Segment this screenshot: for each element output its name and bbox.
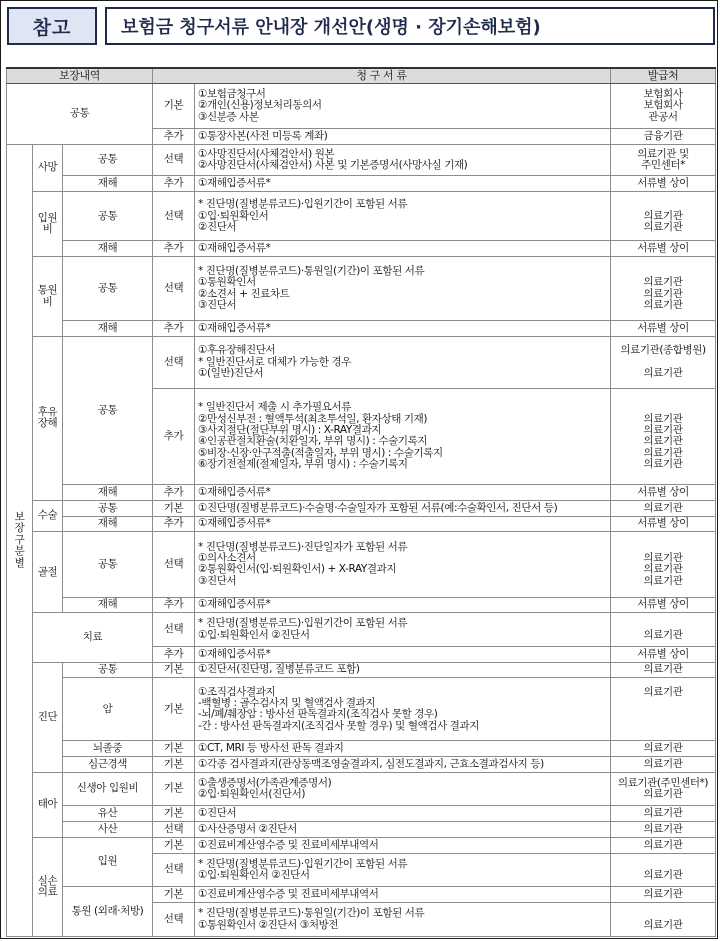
issuer-line: 의료기관(종합병원) xyxy=(620,344,706,357)
doc-line: ③진단서 xyxy=(198,574,237,587)
indemnity-outpatient-label: 통원 (외래·처방) xyxy=(63,887,153,937)
issuer-line xyxy=(614,199,712,210)
surgery-accident-label: 재해 xyxy=(63,516,153,532)
doc-list xyxy=(195,84,611,129)
indemnity-label: 실손의료 xyxy=(33,837,63,936)
doc-line: ③진단서 xyxy=(198,299,237,312)
doc-type: 선택 xyxy=(153,613,195,647)
doc-line: * 진단명(질병분류코드)·입원기간이 포함된 서류 xyxy=(198,857,408,870)
doc-line: -뇌/폐/췌장암 : 방사선 판독결과지(조직검사 못할 경우) xyxy=(198,708,438,721)
outpatient-common-label: 공통 xyxy=(63,257,153,321)
diagnosis-label: 진단 xyxy=(33,662,63,772)
fracture-accident-label: 재해 xyxy=(63,597,153,613)
disability-label: 후유장해 xyxy=(33,336,63,500)
issuer-line: 의료기관 xyxy=(643,757,683,770)
doc-list xyxy=(195,176,611,192)
doc-list xyxy=(195,887,611,903)
doc-type: 선택 xyxy=(153,192,195,241)
doc-line: * 진단명(질병분류코드)·통원일(기간)이 포함된 서류 xyxy=(198,264,425,277)
doc-line: * 진단명(질병분류코드)·진단일자가 포함된 서류 xyxy=(198,540,408,553)
diagnosis-common-label: 공통 xyxy=(63,662,153,678)
doc-list xyxy=(195,822,611,838)
issuer-list xyxy=(611,192,716,241)
issuer-line: 의료기관 xyxy=(643,741,683,754)
doc-line: ①후유장해진단서 xyxy=(198,344,276,357)
issuer-list xyxy=(611,321,716,337)
outpatient-label: 통원비 xyxy=(33,257,63,337)
fetus-label: 태아 xyxy=(33,772,63,837)
doc-line: ②사망진단서(사체검안서) 사본 및 기본증명서(사망사실 기재) xyxy=(198,159,468,172)
doc-line: * 진단명(질병분류코드)·입원기간이 포함된 서류 xyxy=(198,617,408,630)
doc-line: ①(일반)진단서 xyxy=(198,366,264,379)
issuer-list xyxy=(611,597,716,613)
issuer-line: 의료기관 xyxy=(643,552,683,565)
issuer-list xyxy=(611,646,716,662)
doc-line: ②통원확인서(입·퇴원확인서) + X-RAY결과지 xyxy=(198,563,397,576)
issuer-list xyxy=(611,176,716,192)
death-label: 사망 xyxy=(33,144,63,191)
doc-type: 추가 xyxy=(153,388,195,485)
issuer-list xyxy=(611,84,716,129)
doc-line: ①진료비계산영수증 및 진료비세부내역서 xyxy=(198,838,379,851)
issuer-list xyxy=(611,336,716,388)
doc-type: 선택 xyxy=(153,532,195,597)
doc-list xyxy=(195,741,611,757)
doc-type: 기본 xyxy=(153,887,195,903)
doc-list xyxy=(195,532,611,597)
doc-line: ②입·퇴원확인서(진단서) xyxy=(198,788,306,801)
issuer-list xyxy=(611,772,716,806)
issuer-list xyxy=(611,257,716,321)
issuer-line: 의료기관 xyxy=(643,366,683,379)
diagnosis-stroke-label: 뇌졸중 xyxy=(63,741,153,757)
disability-accident-label: 재해 xyxy=(63,485,153,501)
issuer-line: 의료기관 xyxy=(643,299,683,312)
doc-list xyxy=(195,388,611,485)
doc-type: 추가 xyxy=(153,485,195,501)
doc-type: 추가 xyxy=(153,241,195,257)
doc-list xyxy=(195,806,611,822)
doc-line: ①CT, MRI 등 방사선 판독 결과지 xyxy=(198,741,344,754)
issuer-line: 서류별 상이 xyxy=(637,647,689,660)
issuer-line: 의료기관 xyxy=(643,574,683,587)
doc-list xyxy=(195,853,611,887)
doc-line: * 일반진단서로 대체가 가능한 경우 xyxy=(198,355,352,368)
issuer-line: 서류별 상이 xyxy=(637,485,689,498)
issuer-line: 의료기관 xyxy=(643,412,683,425)
outpatient-accident-label: 재해 xyxy=(63,321,153,337)
doc-type: 기본 xyxy=(153,772,195,806)
doc-list xyxy=(195,192,611,241)
doc-line: ①입·퇴원확인서 ②진단서 xyxy=(198,868,310,881)
issuer-list xyxy=(611,678,716,741)
claim-documents-table xyxy=(6,67,715,937)
col-coverage: 보장내역 xyxy=(7,68,153,84)
issuer-line: 의료기관 xyxy=(643,446,683,459)
doc-type: 추가 xyxy=(153,129,195,145)
doc-line: ①재해입증서류* xyxy=(198,242,271,255)
hospital-common-label: 공통 xyxy=(63,192,153,241)
issuer-line xyxy=(614,402,712,413)
issuer-list xyxy=(611,388,716,485)
issuer-line: 의료기관 xyxy=(643,807,683,820)
doc-line: ①진단서 xyxy=(198,807,237,820)
issuer-line: 서류별 상이 xyxy=(637,598,689,611)
issuer-list xyxy=(611,757,716,773)
issuer-line: 의료기관 xyxy=(643,663,683,676)
issuer-line: 의료기관 xyxy=(643,458,683,471)
treatment-label: 치료 xyxy=(33,613,153,662)
doc-type: 추가 xyxy=(153,321,195,337)
issuer-list xyxy=(611,822,716,838)
doc-line: ①사산증명서 ②진단서 xyxy=(198,822,297,835)
diagnosis-mi-label: 심근경색 xyxy=(63,757,153,773)
issuer-list xyxy=(611,853,716,887)
issuer-line xyxy=(614,721,712,732)
issuer-list xyxy=(611,500,716,516)
doc-type: 기본 xyxy=(153,84,195,129)
doc-line: * 진단명(질병분류코드)·통원일(기간)이 포함된 서류 xyxy=(198,907,425,920)
by-coverage-label: 보장구분별 xyxy=(7,144,33,936)
issuer-line xyxy=(614,908,712,919)
doc-list xyxy=(195,662,611,678)
doc-line: ①사망진단서(사체검안서) 원본 xyxy=(198,147,335,160)
doc-type: 선택 xyxy=(153,257,195,321)
doc-list xyxy=(195,646,611,662)
doc-line: ①재해입증서류* xyxy=(198,598,271,611)
doc-line: ①재해입증서류* xyxy=(198,517,271,530)
issuer-line: 보험회사 xyxy=(643,99,683,112)
doc-line: ①진료비계산영수증 및 진료비세부내역서 xyxy=(198,887,379,900)
doc-type: 기본 xyxy=(153,741,195,757)
doc-line: ③신분증 사본 xyxy=(198,110,259,123)
doc-list xyxy=(195,678,611,741)
issuer-line: 의료기관(주민센터*) xyxy=(617,776,709,789)
doc-line: ②개인(신용)정보처리동의서 xyxy=(198,99,322,112)
doc-type: 추가 xyxy=(153,646,195,662)
doc-line: ④인공관절치환술(치환일자, 부위 명시) : 수술기록지 xyxy=(198,435,428,448)
issuer-list xyxy=(611,837,716,853)
doc-line: ①입·퇴원확인서 xyxy=(198,209,269,222)
doc-line: ⑥장기전절제(절제일자, 부위 명시) : 수술기록지 xyxy=(198,458,408,471)
doc-line: ①통원확인서 xyxy=(198,276,256,289)
issuer-list xyxy=(611,516,716,532)
issuer-list xyxy=(611,485,716,501)
diagnosis-cancer-label: 암 xyxy=(63,678,153,741)
doc-list xyxy=(195,144,611,175)
doc-line: * 일반진단서 제출 시 추가필요서류 xyxy=(198,401,352,414)
issuer-line: 의료기관 xyxy=(643,788,683,801)
doc-list xyxy=(195,516,611,532)
issuer-line: 서류별 상이 xyxy=(637,517,689,530)
issuer-line: 의료기관 xyxy=(643,209,683,222)
doc-line: ①통장사본(사전 미등록 계좌) xyxy=(198,129,328,142)
issuer-line: 의료기관 xyxy=(643,501,683,514)
issuer-line: 의료기관 xyxy=(643,563,683,576)
doc-type: 기본 xyxy=(153,678,195,741)
doc-line: ①진단명(질병분류코드)·수술명·수술일자가 포함된 서류(예:수술확인서, 진단서 등) xyxy=(198,501,558,514)
doc-list xyxy=(195,500,611,516)
doc-list xyxy=(195,597,611,613)
doc-type: 추가 xyxy=(153,516,195,532)
doc-type: 기본 xyxy=(153,500,195,516)
hospital-accident-label: 재해 xyxy=(63,241,153,257)
issuer-line: 의료기관 xyxy=(643,424,683,436)
doc-list xyxy=(195,837,611,853)
reference-tag: 참고 xyxy=(7,7,97,45)
doc-list xyxy=(195,321,611,337)
issuer-list xyxy=(611,887,716,903)
doc-line: ①입·퇴원확인서 ②진단서 xyxy=(198,628,310,641)
doc-list xyxy=(195,772,611,806)
issuer-line xyxy=(614,709,712,720)
doc-type: 추가 xyxy=(153,597,195,613)
issuer-line: 의료기관 xyxy=(643,220,683,233)
doc-line: -간 : 방사선 판독결과지(조직검사 못할 경우) 및 혈액검사 결과지 xyxy=(198,719,479,732)
doc-list xyxy=(195,336,611,388)
issuer-line: 서류별 상이 xyxy=(637,176,689,189)
doc-line: ①의사소견서 xyxy=(198,552,256,565)
issuer-line: 보험회사 xyxy=(643,88,683,101)
doc-line: ③사지절단(절단부위 명시) : X-RAY결과지 xyxy=(198,424,382,436)
fetus-stillbirth-label: 사산 xyxy=(63,822,153,838)
issuer-list xyxy=(611,129,716,145)
issuer-line: 서류별 상이 xyxy=(637,242,689,255)
doc-line: ②만성신부전 : 혈액투석(최초투석일, 환자상태 기재) xyxy=(198,412,428,425)
doc-list xyxy=(195,241,611,257)
issuer-list xyxy=(611,613,716,647)
doc-type: 선택 xyxy=(153,822,195,838)
doc-type: 선택 xyxy=(153,336,195,388)
doc-type: 기본 xyxy=(153,806,195,822)
issuer-list xyxy=(611,144,716,175)
common-label: 공통 xyxy=(7,84,153,145)
fracture-common-label: 공통 xyxy=(63,532,153,597)
doc-type: 기본 xyxy=(153,662,195,678)
surgery-label: 수술 xyxy=(33,500,63,531)
issuer-line: 의료기관 xyxy=(643,838,683,851)
indemnity-inpatient-label: 입원 xyxy=(63,837,153,886)
issuer-list xyxy=(611,903,716,937)
doc-type: 선택 xyxy=(153,903,195,937)
doc-line: ②진단서 xyxy=(198,220,237,233)
doc-line: ①재해입증서류* xyxy=(198,176,271,189)
doc-line: ②소견서 + 진료차트 xyxy=(198,287,290,300)
issuer-line: 의료기관 xyxy=(643,685,683,698)
doc-line: ①재해입증서류* xyxy=(198,647,271,660)
page-title: 보험금 청구서류 안내장 개선안(생명 · 장기손해보험) xyxy=(105,7,715,45)
doc-line: ①각종 검사결과지(관상동맥조영술결과지, 심전도결과지, 근효소결과검사지 등) xyxy=(198,757,544,770)
doc-type: 기본 xyxy=(153,837,195,853)
col-issuer: 발급처 xyxy=(611,68,716,84)
issuer-line: 관공서 xyxy=(648,110,678,123)
doc-line: ①진단서(진단명, 질병분류코드 포함) xyxy=(198,663,360,676)
doc-type: 선택 xyxy=(153,853,195,887)
death-common-label: 공통 xyxy=(63,144,153,175)
issuer-list xyxy=(611,741,716,757)
doc-line: ①조직검사결과지 xyxy=(198,685,276,698)
doc-type: 추가 xyxy=(153,176,195,192)
doc-line: ①재해입증서류* xyxy=(198,485,271,498)
issuer-line: 의료기관 xyxy=(643,822,683,835)
col-docs: 청 구 서 류 xyxy=(153,68,611,84)
issuer-line: 의료기관 xyxy=(643,276,683,289)
doc-line: ⑤비장·신장·안구적출(적출일자, 부위 명시) : 수술기록지 xyxy=(198,446,443,459)
doc-line: -백혈병 : 골수검사지 및 혈액검사 결과지 xyxy=(198,696,376,709)
issuer-line: 주민센터* xyxy=(641,159,685,172)
doc-list xyxy=(195,257,611,321)
doc-list xyxy=(195,129,611,145)
surgery-common-label: 공통 xyxy=(63,500,153,516)
hospital-label: 입원비 xyxy=(33,192,63,257)
fetus-birth-label: 신생아 입원비 xyxy=(63,772,153,806)
doc-line: ①재해입증서류* xyxy=(198,321,271,334)
issuer-list xyxy=(611,806,716,822)
fetus-miscarriage-label: 유산 xyxy=(63,806,153,822)
doc-line: * 진단명(질병분류코드)·입원기간이 포함된 서류 xyxy=(198,198,408,211)
fracture-label: 골절 xyxy=(33,532,63,613)
doc-type: 기본 xyxy=(153,757,195,773)
issuer-list xyxy=(611,662,716,678)
issuer-line: 의료기관 xyxy=(643,868,683,881)
doc-list xyxy=(195,613,611,647)
issuer-list xyxy=(611,241,716,257)
issuer-line: 의료기관 xyxy=(643,887,683,900)
doc-list xyxy=(195,485,611,501)
doc-type: 선택 xyxy=(153,144,195,175)
doc-list xyxy=(195,903,611,937)
issuer-line: 의료기관 xyxy=(643,918,683,931)
doc-line: ①출생증명서(가족관계증명서) xyxy=(198,776,332,789)
doc-list xyxy=(195,757,611,773)
disability-common-label: 공통 xyxy=(63,336,153,484)
death-accident-label: 재해 xyxy=(63,176,153,192)
issuer-line: 의료기관 xyxy=(643,287,683,300)
doc-line: ①통원확인서 ②진단서 ③처방전 xyxy=(198,918,339,931)
issuer-line: 의료기관 xyxy=(643,435,683,448)
issuer-line: 금융기관 xyxy=(643,129,683,142)
issuer-line xyxy=(614,698,712,709)
issuer-line: 의료기관 xyxy=(643,628,683,641)
issuer-line: 의료기관 및 xyxy=(637,147,689,160)
issuer-list xyxy=(611,532,716,597)
issuer-line xyxy=(614,618,712,629)
issuer-line: 서류별 상이 xyxy=(637,321,689,334)
doc-line: ①보험금청구서 xyxy=(198,88,266,101)
